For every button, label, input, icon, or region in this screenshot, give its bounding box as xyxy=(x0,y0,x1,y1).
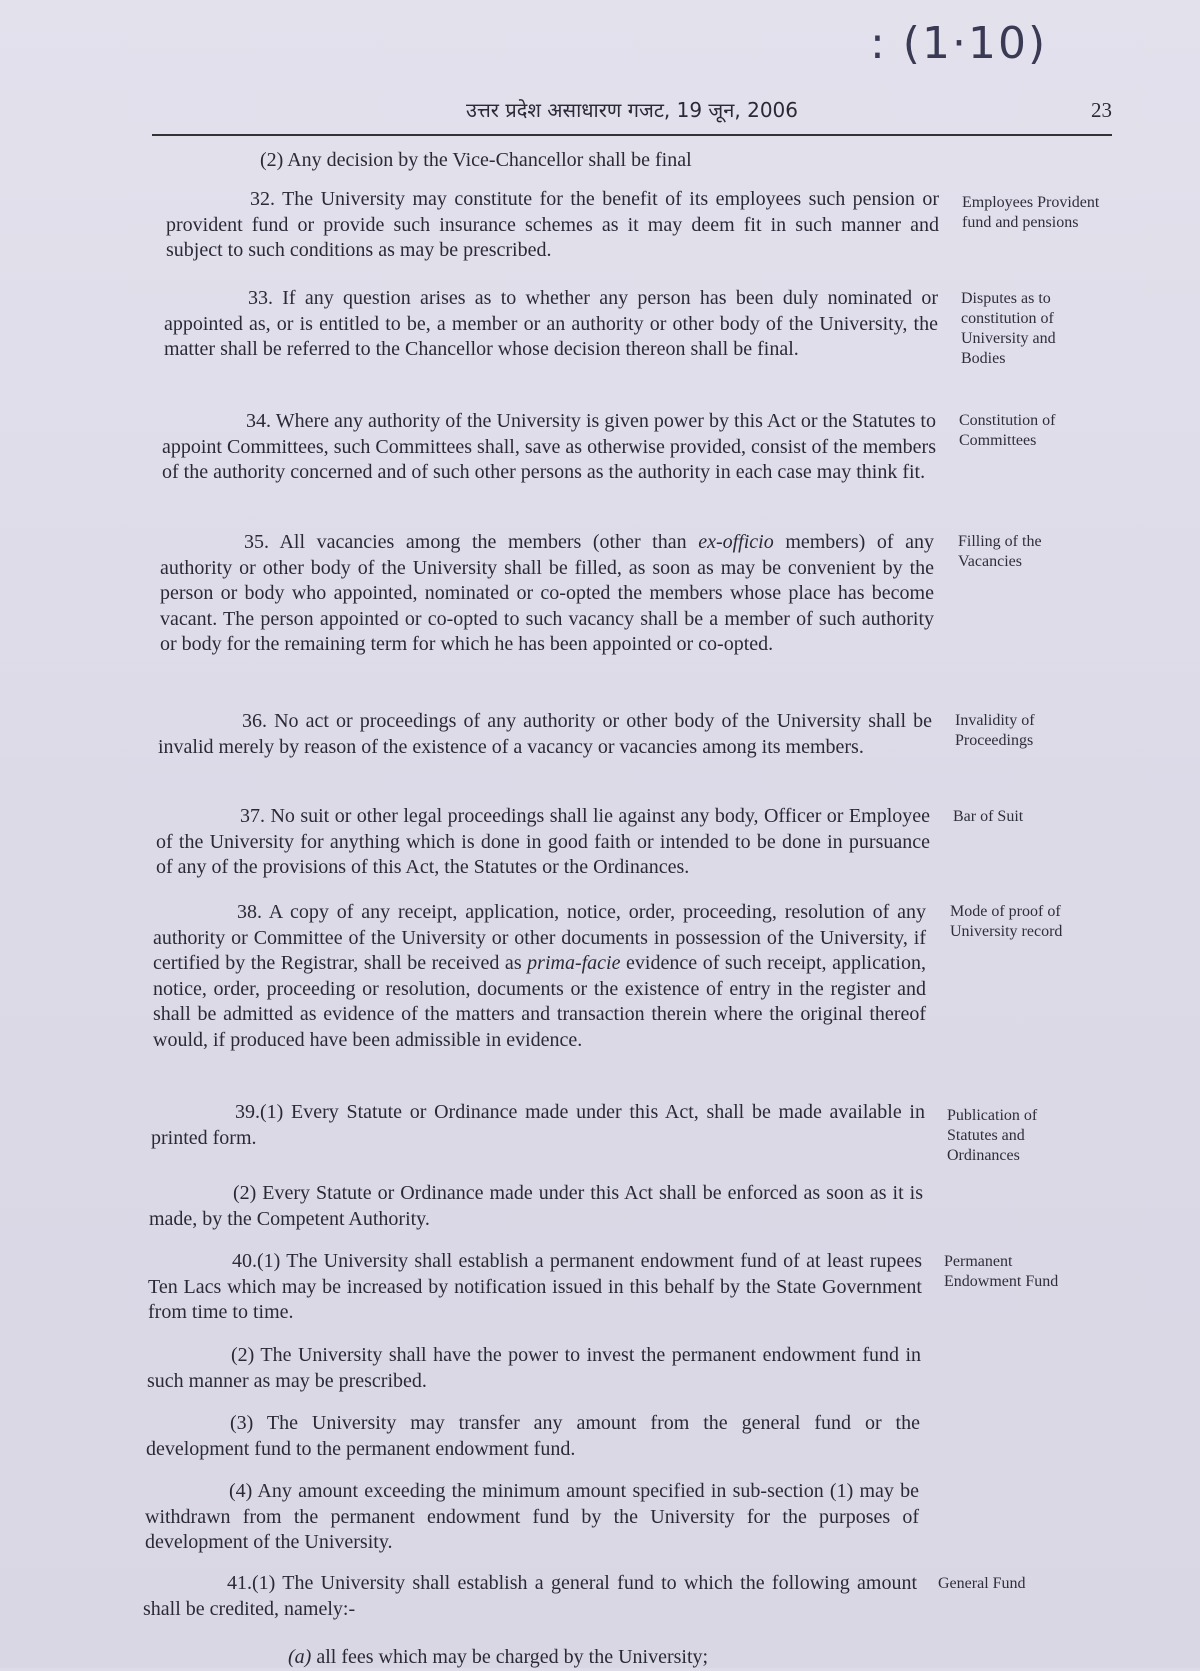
section-39-2 xyxy=(149,1181,923,1232)
section-31-2 xyxy=(260,148,900,174)
sidenote-39: Publication of Statutes and Ordinances xyxy=(947,1107,1038,1164)
section-41-a xyxy=(288,1645,908,1671)
sidenote-38: Mode of proof of University record xyxy=(950,903,1063,940)
sidenote-35: Filling of the Vacancies xyxy=(958,533,1042,570)
section-40-4-text: (4) Any amount exceeding the minimum amount specified in sub-section (1) may be withdrawn from the permanent endowment fund by the University for the purposes of development of the University. xyxy=(145,1480,919,1553)
section-32-text: 32. The University may constitute for the benefit of its employees such pension or provident fund or provide such insurance schemes as it may deem fit in such manner and subject to such conditions as may be prescribed. xyxy=(166,188,939,261)
sidenote-37: Bar of Suit xyxy=(953,808,1024,825)
section-40-3-text: (3) The University may transfer any amount from the general fund or the development fund to the permanent endowment fund. xyxy=(146,1412,920,1460)
sidenote-32: Employees Provident fund and pensions xyxy=(962,194,1100,231)
section-40-3 xyxy=(146,1411,920,1462)
section-33-text: 33. If any question arises as to whether any person has been duly nominated or appointed as, or is entitled to be, a member or an authority or other body of the University, the matter shall be referred to the Chancellor whose decision thereon shall be final. xyxy=(164,287,938,360)
section-40-2-text: (2) The University shall have the power to invest the permanent endowment fund in such manner as may be prescribed. xyxy=(147,1344,921,1392)
section-38-text: 38. A copy of any receipt, application, notice, order, proceeding, resolution of any authority or Committee of the University or other documents in possession of the University, if certified by the Registrar, shall be received as prima-facie evidence of such receipt, application, notice, order, proceeding or resolution, documents or the existence of entry in the register and shall be admitted as evidence of the matters and transaction therein where the original thereof would, if produced have been admissible in evidence. xyxy=(153,901,926,1051)
prima-facie-term: prima-facie xyxy=(527,952,621,974)
ex-officio-term: ex-officio xyxy=(698,531,774,553)
sidenote-36: Invalidity of Proceedings xyxy=(955,712,1035,749)
clause-label-a: (a) xyxy=(288,1646,312,1668)
section-41-1 xyxy=(143,1571,917,1622)
gazette-title: उत्तर प्रदेश असाधारण गजट, 19 जून, 2006 xyxy=(466,98,798,122)
section-36-text: 36. No act or proceedings of any authority or other body of the University shall be invalid merely by reason of the existence of a vacancy or vacancies among its members. xyxy=(158,710,932,758)
page-number: 23 xyxy=(1091,98,1112,122)
sidenote-33: Disputes as to constitution of University and Bodies xyxy=(961,290,1056,367)
section-34-text: 34. Where any authority of the University is given power by this Act or the Statutes to appoint Committees, such Committees shall, save as otherwise provided, consist of the members of the authority concerned and of such other persons as the authority in each case may think fit. xyxy=(162,410,936,483)
sidenote-40: Permanent Endowment Fund xyxy=(944,1253,1059,1290)
section-40-1 xyxy=(148,1249,922,1326)
section-40-1-text: 40.(1) The University shall establish a permanent endowment fund of at least rupees Ten Lacs which may be increased by notification issued in this behalf by the State Government from time to time. xyxy=(148,1250,922,1323)
section-35 xyxy=(160,530,934,658)
section-37 xyxy=(156,804,930,881)
section-34 xyxy=(162,409,936,486)
sidenote-34: Constitution of Committees xyxy=(959,412,1056,449)
section-41-a-text: (a) all fees which may be charged by the University; xyxy=(288,1646,709,1668)
section-39-1 xyxy=(151,1100,925,1151)
section-36 xyxy=(158,709,932,760)
section-38 xyxy=(153,900,926,1053)
section-32 xyxy=(166,187,939,264)
section-37-text: 37. No suit or other legal proceedings shall lie against any body, Officer or Employee of the University for anything which is done in good faith or intended to be done in pursuance of any of the provisions of this Act, the Statutes or the Ordinances. xyxy=(156,805,930,878)
section-39-1-text: 39.(1) Every Statute or Ordinance made under this Act, shall be made available in printed form. xyxy=(151,1101,925,1149)
section-31-2-text: (2) Any decision by the Vice-Chancellor shall be final xyxy=(260,149,692,171)
section-41-1-text: 41.(1) The University shall establish a general fund to which the following amount shall be credited, namely:- xyxy=(143,1572,917,1620)
handwritten-annotation: : (1·10) xyxy=(870,18,1048,69)
page-header xyxy=(152,94,1112,136)
section-40-4 xyxy=(145,1479,919,1556)
section-33 xyxy=(164,286,938,363)
section-39-2-text: (2) Every Statute or Ordinance made under this Act shall be enforced as soon as it is made, by the Competent Authority. xyxy=(149,1182,923,1230)
sidenote-41: General Fund xyxy=(938,1575,1026,1592)
section-40-2 xyxy=(147,1343,921,1394)
section-35-text: 35. All vacancies among the members (other than ex-officio members) of any authority or other body of the University shall be filled, as soon as may be convenient by the person or body who appointed, nominated or co-opted the members whose place has become vacant. The person appointed or co-opted to such vacancy shall be a member of such authority or body for the remaining term for which he has been appointed or co-opted. xyxy=(160,531,934,655)
